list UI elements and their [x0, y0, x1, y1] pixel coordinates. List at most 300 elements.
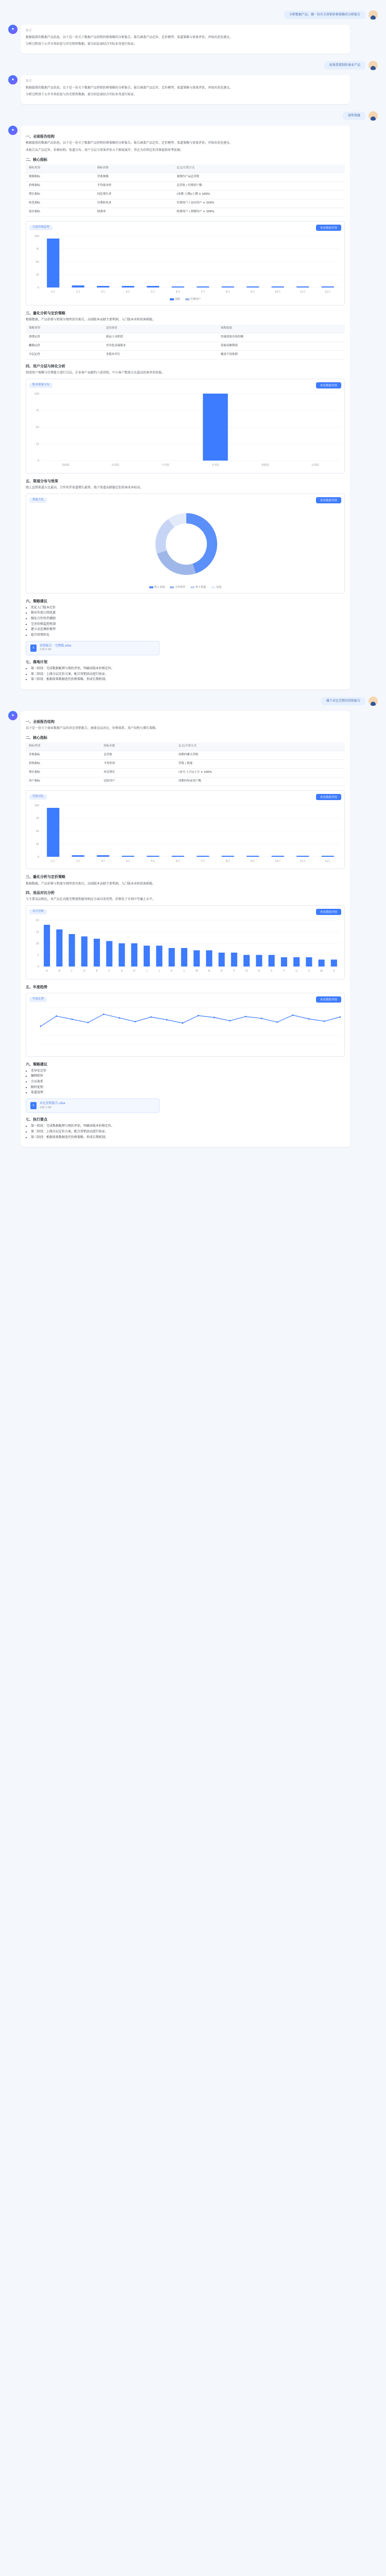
data-point: [182, 1022, 183, 1024]
bar: [147, 286, 159, 287]
section-title: 一、全面报告结构: [26, 134, 55, 139]
x-tick-label: I: [146, 970, 147, 973]
table-row: [26, 351, 345, 360]
file-size: 186.2 KB: [40, 1106, 51, 1109]
bot-card: [21, 25, 350, 54]
section-title: 七、执行要点: [26, 1117, 47, 1122]
table-cell: 同比增长率: [94, 190, 173, 199]
table-header: 指标类别: [26, 742, 100, 751]
y-tick-label: 0: [37, 965, 39, 969]
table-cell: 周期内产品总营收: [173, 173, 345, 181]
bar: [272, 286, 284, 287]
data-point: [134, 1021, 136, 1023]
section-title: 二、核心指标: [26, 735, 47, 740]
list-item: • 第三阶段：根据效果数据迭代价格策略，形成长期机制。: [31, 1136, 345, 1140]
data-point: [40, 1026, 42, 1027]
user-bubble: 如果我要制作商业产品: [324, 61, 365, 70]
list-item: • 推出年度订阅优惠: [31, 611, 345, 616]
chart-tag: 月度营收趋势: [29, 225, 52, 230]
x-tick-label: 标准版: [111, 464, 120, 467]
bar-chart: [29, 802, 343, 864]
table-row: [26, 190, 345, 199]
y-tick-label: 75: [36, 247, 39, 251]
data-point: [72, 1019, 73, 1020]
chart-card: [26, 494, 345, 594]
bar: [181, 948, 187, 967]
y-tick-label: 25: [36, 443, 39, 446]
list-item: • 建立动态调价模型: [31, 628, 345, 632]
x-tick-label: G: [120, 970, 123, 973]
x-tick-label: 定制版: [311, 464, 320, 467]
section-text: 根据提供的数据产品信息，以下是一份关于数据产品营销价格策略的分析报告。报告涵盖产品定位、定价模型、渠道策略与效果评估，并给出优化建议。: [26, 141, 233, 145]
x-tick-label: 1月: [51, 859, 56, 863]
list-item: • 第二阶段：上线分层定价方案，配合营销活动进行验证。: [31, 672, 345, 677]
list-item: • 捆绑销售: [31, 1074, 345, 1079]
chart-card: [26, 790, 345, 870]
x-tick-label: 2月: [76, 859, 80, 863]
table-row: [26, 759, 345, 768]
section-title: 六、策略建议: [26, 599, 47, 603]
chart-tag: 渠道占比: [29, 498, 47, 503]
list-item: • 提升续费转化: [31, 633, 345, 638]
bar: [106, 941, 112, 967]
x-tick-label: 5月: [151, 290, 155, 294]
x-tick-label: 旗舰版: [261, 464, 270, 467]
x-tick-label: 12月: [325, 290, 331, 294]
x-tick-label: X: [333, 970, 335, 973]
legend-item: 线下渠道: [190, 586, 206, 589]
bar: [97, 286, 109, 287]
file-attachment[interactable]: [26, 1098, 160, 1113]
table-cell: 撇脂定价: [26, 342, 103, 351]
x-tick-label: F: [108, 970, 110, 973]
chart-tag: 各月营收: [29, 909, 47, 914]
table-cell: 总营收 / 付费用户数: [173, 181, 345, 190]
line-chart: [29, 1005, 343, 1051]
bar: [319, 960, 325, 967]
series-line: [41, 1014, 340, 1026]
bar: [243, 955, 250, 967]
bar: [119, 943, 125, 967]
bar: [222, 286, 234, 287]
table-cell: 增长指标: [26, 190, 94, 199]
plan-list: [31, 1124, 345, 1140]
file-size: 238.6 KB: [40, 648, 51, 652]
table-cell: 规模指标: [26, 173, 94, 181]
table-cell: 多版本并行: [103, 351, 218, 360]
view-data-button[interactable]: 查看数据详情: [316, 382, 341, 388]
bar: [219, 953, 225, 967]
x-tick-label: P: [233, 970, 235, 973]
bot-avatar-icon: ✦: [8, 126, 17, 135]
table-cell: 分层定价: [26, 351, 103, 360]
file-attachment[interactable]: [26, 641, 160, 655]
bar: [169, 948, 175, 967]
y-tick-label: 25: [36, 842, 39, 846]
bot-message: [8, 75, 378, 104]
data-point: [276, 1021, 278, 1023]
x-tick-label: R: [258, 970, 260, 973]
bar: [322, 286, 334, 287]
x-tick-label: 3月: [101, 290, 106, 294]
x-tick-label: 8月: [225, 290, 230, 294]
table-row: [26, 768, 345, 777]
report-card: [21, 126, 350, 689]
y-tick-label: 15: [36, 930, 39, 934]
user-avatar: [369, 10, 378, 20]
data-point: [103, 1013, 104, 1015]
user-message: [8, 111, 378, 121]
table-cell: 环比增长: [100, 768, 175, 777]
table-header: 预期效果: [218, 325, 345, 333]
bar: [306, 957, 312, 967]
data-point: [119, 1017, 120, 1019]
report-intro-2: 分析过程基于公开市场信息与历史销售数据，部分结论需结合实际业务进行验证。: [26, 93, 137, 97]
table-row: [26, 173, 345, 181]
report-intro: 根据提供的数据产品信息，以下是一份关于数据产品营销价格策略的分析报告。报告涵盖产品定位、定价模型、渠道策略与效果评估，并给出优化建议。: [26, 86, 233, 90]
x-tick-label: U: [295, 970, 297, 973]
x-tick-label: T: [283, 970, 285, 973]
report-card: [21, 711, 350, 1147]
section-text: 根据数据，产品价格与销量呈现明显负相关，高端版本贡献主要利润，入门版本承担获客职能。: [26, 317, 156, 321]
bar: [269, 955, 275, 967]
table-cell: (本期-上期)/上期 × 100%: [173, 190, 345, 199]
chart-card: [26, 993, 345, 1057]
view-data-button[interactable]: 查看数据详情: [316, 497, 341, 503]
section-title: 六、策略建议: [26, 1062, 47, 1066]
x-tick-label: 基础版: [61, 464, 70, 467]
y-tick-label: 25: [36, 273, 39, 277]
report-intro-2: 分析过程基于公开市场信息与历史销售数据，部分结论需结合实际业务进行验证。: [26, 42, 137, 46]
view-data-button[interactable]: 查看数据详情: [316, 996, 341, 1003]
view-data-button[interactable]: 查看数据详情: [316, 225, 341, 231]
section-title: 二、核心指标: [26, 157, 47, 162]
section-text: 本报告从产品定位、价格结构、渠道分布、用户分层与效果评估五个维度展开，旨在为后续定价决策提供参考依据。: [26, 148, 184, 152]
y-tick-label: 50: [36, 829, 39, 833]
user-message: [8, 61, 378, 70]
y-tick-label: 50: [36, 260, 39, 264]
chart-card: [26, 221, 345, 306]
list-item: • 第一阶段：完成数据梳理与现状评估，明确各版本价格定位。: [31, 1124, 345, 1129]
data-point: [214, 1016, 215, 1018]
x-tick-label: 3月: [101, 859, 106, 863]
table-cell: 覆盖不同客群: [218, 351, 345, 360]
x-tick-label: 2月: [76, 290, 80, 294]
data-point: [340, 1016, 341, 1018]
x-tick-label: 4月: [126, 290, 130, 294]
table-cell: 新品上市阶段: [103, 333, 218, 342]
suggestion-list: [31, 606, 345, 638]
data-point: [245, 1016, 247, 1018]
bar: [81, 937, 87, 967]
x-tick-label: 11月: [300, 290, 306, 294]
bar: [194, 951, 200, 967]
x-tick-label: 9月: [251, 859, 255, 863]
x-tick-label: K: [170, 970, 173, 973]
bar: [322, 856, 334, 857]
data-point: [198, 1015, 199, 1016]
bar: [281, 957, 287, 967]
chart-tag: 营收对比: [29, 794, 47, 800]
table-cell: 价格指标: [26, 759, 100, 768]
list-item: • 强化合作伙伴激励: [31, 617, 345, 621]
table-row: [26, 181, 345, 190]
table-row: [26, 751, 345, 759]
table-row: [26, 777, 345, 786]
y-tick-label: 100: [34, 234, 39, 238]
table-header: 指标名称: [100, 742, 175, 751]
table-cell: 营收指标: [26, 751, 100, 759]
x-tick-label: Q: [245, 970, 248, 973]
x-tick-label: 6月: [176, 859, 180, 863]
bar: [94, 939, 100, 967]
table-header: 指标类别: [26, 164, 94, 173]
chart-tag: 版本销量分布: [29, 383, 52, 388]
data-point: [87, 1022, 89, 1023]
list-item: • 差异化定价: [31, 1069, 345, 1074]
bar: [256, 955, 262, 967]
y-tick-label: 0: [37, 286, 39, 290]
legend-item: 营收: [170, 298, 180, 301]
bot-message: [8, 25, 378, 54]
bot-name: 助手: [26, 79, 32, 83]
bar: [331, 960, 337, 967]
table-cell: 用户指标: [26, 777, 100, 786]
bar: [122, 856, 134, 857]
table-cell: 平均客单价: [94, 181, 173, 190]
bar: [272, 856, 284, 857]
table-cell: 续费用户 / 到期用户 × 100%: [173, 208, 345, 216]
bar: [44, 925, 50, 967]
x-tick-label: 12月: [325, 859, 331, 863]
table-row: [26, 333, 345, 342]
bar-chart: [29, 917, 343, 974]
x-tick-label: 9月: [251, 290, 255, 294]
bot-name: 助手: [26, 29, 32, 32]
strategy-table: [26, 325, 345, 360]
x-tick-label: C: [71, 970, 73, 973]
y-tick-label: 0: [37, 460, 39, 463]
excel-file-icon: X: [30, 645, 37, 652]
table-header: 定义/计算方式: [173, 164, 345, 173]
bar: [222, 856, 234, 857]
y-tick-label: 0: [37, 855, 39, 859]
list-item: • 完善价格监控机制: [31, 622, 345, 627]
table-cell: 营收 / 销量: [176, 759, 345, 768]
section-title: 五、年度趋势: [26, 985, 47, 989]
table-cell: 续费率: [94, 208, 173, 216]
y-tick-label: 100: [34, 393, 39, 396]
data-point: [150, 1016, 152, 1018]
x-tick-label: 7月: [201, 859, 205, 863]
bar: [72, 855, 84, 857]
user-bubble: 分析数据产品、做一份有关营销价格策略的分析报告: [284, 11, 365, 20]
x-tick-label: A: [46, 970, 48, 973]
data-point: [308, 1018, 309, 1020]
x-tick-label: 4月: [126, 859, 130, 863]
bar: [172, 286, 184, 287]
table-cell: 获取高额利润: [218, 342, 345, 351]
donut-chart: [29, 505, 343, 583]
bar: [97, 855, 109, 857]
view-data-button[interactable]: 查看数据详情: [316, 794, 341, 800]
table-header: 适用场景: [103, 325, 218, 333]
bar: [197, 856, 209, 857]
list-item: • 限时促销: [31, 1086, 345, 1090]
data-point: [56, 1015, 57, 1017]
table-cell: 渗透定价: [26, 333, 103, 342]
bot-message: [8, 711, 378, 1147]
y-tick-label: 100: [34, 804, 39, 807]
bar: [296, 856, 309, 857]
bar: [122, 286, 134, 287]
x-tick-label: O: [220, 970, 223, 973]
section-title: 四、竞品对比分析: [26, 891, 55, 895]
bar-chart: [29, 391, 343, 468]
x-tick-label: V: [308, 970, 310, 973]
chart-tag: 年度走势: [29, 997, 47, 1002]
x-tick-label: H: [133, 970, 135, 973]
table-cell: 转化指标: [26, 199, 94, 208]
x-tick-label: E: [96, 970, 98, 973]
x-tick-label: 10月: [275, 859, 281, 863]
x-tick-label: 5月: [151, 859, 155, 863]
bar: [47, 808, 59, 857]
x-tick-label: B: [58, 970, 61, 973]
section-text: 按照用户规模与付费能力进行分层，企业客户贡献约六成营收，中小客户数量占比最高但客单价较低。: [26, 371, 165, 375]
x-tick-label: 8月: [225, 859, 230, 863]
bar: [247, 856, 259, 857]
view-data-button[interactable]: 查看数据详情: [316, 909, 341, 915]
bar: [147, 856, 159, 857]
section-title: 七、落地计划: [26, 659, 47, 664]
bot-avatar-icon: ✦: [8, 711, 17, 720]
data-point: [229, 1020, 231, 1022]
data-point: [292, 1014, 294, 1016]
x-tick-label: S: [271, 970, 273, 973]
file-name: 对比营销报告.xlsx: [40, 1101, 65, 1106]
bar: [156, 946, 162, 967]
x-tick-label: 7月: [201, 290, 205, 294]
data-point: [166, 1019, 168, 1021]
x-tick-label: 10月: [275, 290, 281, 294]
y-tick-label: 20: [36, 919, 39, 923]
table-cell: 增长指标: [26, 768, 100, 777]
section-text: 根据数据，产品价格与销量呈现明显负相关，高端版本贡献主要利润，入门版本承担获客职能。: [26, 882, 156, 886]
user-avatar: [369, 61, 378, 70]
bar: [293, 957, 300, 967]
user-message: [8, 697, 378, 706]
bar: [206, 951, 212, 967]
table-row: [26, 208, 345, 216]
bar: [172, 856, 184, 857]
bar-chart: [29, 233, 343, 295]
x-tick-label: 1月: [51, 290, 56, 294]
section-title: 三、量化分析与定价策略: [26, 311, 65, 315]
x-tick-label: D: [83, 970, 85, 973]
section-text: 线上直销渠道占比最高，合作伙伴渠道增长最快，线下渠道贡献稳定但获客成本较高。: [26, 485, 144, 489]
user-bubble: 做个对比完整的营销报告: [321, 697, 365, 706]
table-cell: 差异化高端版本: [103, 342, 218, 351]
x-tick-label: 6月: [176, 290, 180, 294]
section-title: 四、用户分层与转化分析: [26, 364, 65, 369]
x-tick-label: 企业版: [211, 464, 220, 467]
bot-card: [21, 75, 350, 104]
table-header: 策略类型: [26, 325, 103, 333]
section-title: 一、全面报告结构: [26, 719, 55, 724]
y-tick-label: 75: [36, 409, 39, 413]
user-message: [8, 10, 378, 20]
legend-item: 合作伙伴: [170, 586, 185, 589]
table-cell: 付费用户 / 访问用户 × 100%: [173, 199, 345, 208]
list-item: • 第一阶段：完成数据梳理与现状评估，明确各版本价格定位。: [31, 667, 345, 671]
user-avatar: [369, 697, 378, 706]
table-cell: (本月-上月)/上月 × 100%: [176, 768, 345, 777]
table-cell: 营收规模: [94, 173, 173, 181]
table-cell: 付费转化率: [94, 199, 173, 208]
x-tick-label: M: [195, 970, 198, 973]
bar: [56, 929, 62, 967]
bar: [131, 943, 137, 967]
bar: [197, 286, 209, 287]
table-cell: 留存指标: [26, 208, 94, 216]
bot-avatar-icon: ✦: [8, 25, 17, 34]
table-cell: 周期内累计营收: [176, 751, 345, 759]
list-item: • 渠道返利: [31, 1091, 345, 1095]
y-tick-label: 5: [37, 954, 39, 957]
bar: [231, 953, 237, 967]
table-cell: 价格指标: [26, 181, 94, 190]
table-cell: 周期内登录用户数: [176, 777, 345, 786]
x-tick-label: 专业版: [161, 464, 170, 467]
data-point: [260, 1018, 262, 1019]
table-row: [26, 342, 345, 351]
section-title: 三、量化分析与定价策略: [26, 875, 65, 879]
table-cell: 总营收: [100, 751, 175, 759]
metrics-table: [26, 742, 345, 786]
bar: [144, 946, 150, 967]
bar: [69, 934, 75, 967]
legend-item: 其他: [211, 586, 221, 589]
y-tick-label: 50: [36, 426, 39, 430]
x-tick-label: 11月: [300, 859, 306, 863]
table-header: 指标名称: [94, 164, 173, 173]
excel-file-icon: X: [30, 1102, 37, 1109]
list-item: • 会员体系: [31, 1080, 345, 1084]
table-row: [26, 199, 345, 208]
table-cell: 活跃用户: [100, 777, 175, 786]
x-tick-label: W: [320, 970, 323, 973]
suggestion-list: [31, 1069, 345, 1095]
user-avatar: [369, 111, 378, 121]
list-item: • 第二阶段：上线分层定价方案，配合营销活动进行验证。: [31, 1130, 345, 1134]
list-item: • 第三阶段：根据效果数据迭代价格策略，形成长期机制。: [31, 677, 345, 682]
chart-card: [26, 379, 345, 473]
section-text: 以下是一份关于商业数据产品的对比营销报告，涵盖竞品对比、价格体系、用户结构与增长策略。: [26, 726, 159, 731]
list-item: • 优化入门版本定价: [31, 606, 345, 611]
plan-list: [31, 667, 345, 682]
bar: [247, 286, 259, 287]
bot-avatar-icon: ✦: [8, 75, 17, 84]
data-point: [324, 1021, 325, 1022]
table-header: 定义/计算方式: [176, 742, 345, 751]
chart-legend: [29, 298, 341, 301]
chart-card: [26, 905, 345, 979]
section-text: 与主要竞品相比，本产品在功能完整度和服务响应方面具备优势，价格处于市场中等偏上水平。: [26, 897, 156, 902]
user-bubble: 请帮我做: [343, 112, 365, 121]
y-tick-label: 10: [36, 942, 39, 946]
donut-slice: [157, 550, 196, 575]
